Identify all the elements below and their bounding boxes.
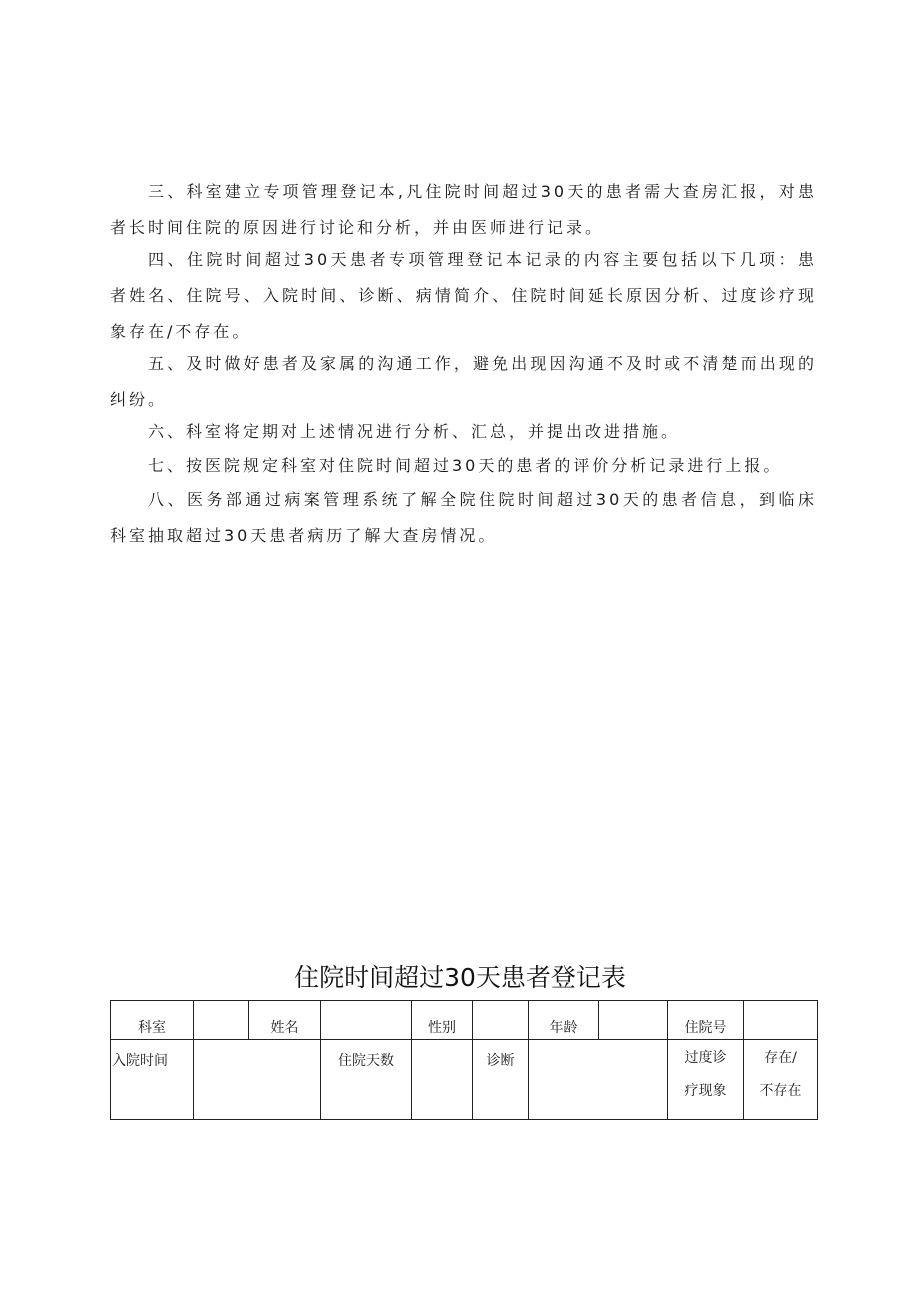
overtreat-value[interactable] (744, 1040, 818, 1120)
gender-field[interactable] (473, 1001, 529, 1040)
paragraph-8: 八、医务部通过病案管理系统了解全院住院时间超过30天的患者信息，到临床科室抽取超过30天患者病历了解大查房情况。 (110, 490, 817, 545)
overtreat-label-line1: 过度诊 (684, 1050, 727, 1066)
paragraph-5: 五、及时做好患者及家属的沟通工作，避免出现因沟通不及时或不清楚而出现的纠纷。 (110, 354, 817, 409)
table-row (111, 1001, 818, 1040)
overtreat-value-line2: 不存在 (759, 1083, 802, 1099)
dept-label: 科室 (111, 1001, 194, 1040)
admission-no-field[interactable] (744, 1001, 818, 1040)
diagnosis-field[interactable] (529, 1040, 668, 1120)
diagnosis-label: 诊断 (473, 1040, 529, 1120)
dept-field[interactable] (194, 1001, 249, 1040)
name-label: 姓名 (249, 1001, 321, 1040)
days-label: 住院天数 (321, 1040, 412, 1120)
paragraph-3: 三、科室建立专项管理登记本,凡住院时间超过30天的患者需大查房汇报，对患者长时间住院的原因进行讨论和分析，并由医师进行记录。 (110, 182, 817, 237)
overtreat-value-line1: 存在/ (764, 1050, 797, 1066)
table-row (111, 1040, 818, 1120)
admit-time-label: 入院时间 (111, 1040, 194, 1120)
overtreat-label (668, 1040, 744, 1120)
registration-table (110, 1000, 818, 1120)
paragraph-4: 四、住院时间超过30天患者专项管理登记本记录的内容主要包括以下几项：患者姓名、住院号、入院时间、诊断、病情简介、住院时间延长原因分析、过度诊疗现象存在/不存在。 (110, 250, 817, 341)
age-field[interactable] (599, 1001, 668, 1040)
paragraph-6: 六、科室将定期对上述情况进行分析、汇总，并提出改进措施。 (148, 422, 681, 441)
name-field[interactable] (321, 1001, 412, 1040)
form-title: 住院时间超过30天患者登记表 (294, 963, 626, 992)
admission-no-label: 住院号 (668, 1001, 744, 1040)
overtreat-label-line2: 疗现象 (684, 1083, 727, 1099)
gender-label: 性别 (412, 1001, 473, 1040)
paragraph-7: 七、按医院规定科室对住院时间超过30天的患者的评价分析记录进行上报。 (148, 456, 783, 475)
age-label: 年龄 (529, 1001, 599, 1040)
admit-time-field[interactable] (194, 1040, 321, 1120)
days-field[interactable] (412, 1040, 473, 1120)
